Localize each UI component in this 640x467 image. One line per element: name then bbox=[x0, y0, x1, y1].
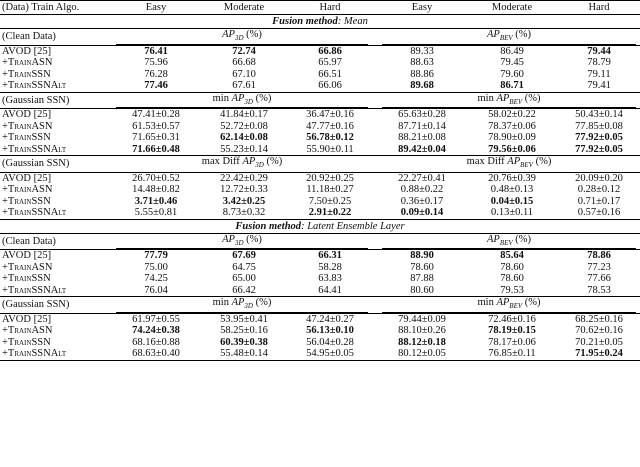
table-row bbox=[0, 250, 640, 262]
table-row bbox=[0, 325, 640, 337]
value-cell: 64.41 bbox=[318, 284, 342, 296]
value-cell: 72.46±0.16 bbox=[466, 313, 558, 325]
row-algo-name: AVOD [25] bbox=[0, 45, 112, 57]
value-cell: 20.09±0.20 bbox=[558, 172, 640, 184]
value-cell: 47.77±0.16 bbox=[306, 120, 354, 132]
metric-left: $\min AP_{3D}$ (%) bbox=[112, 297, 372, 314]
row-algo-name: +TrainSSNAlt bbox=[2, 80, 67, 92]
block-header-row bbox=[0, 29, 640, 46]
value-cell: 67.61 bbox=[232, 80, 256, 92]
value-cell: 0.04±0.15 bbox=[490, 195, 534, 207]
value-cell: 66.31 bbox=[288, 250, 372, 262]
value-cell: 68.25±0.16 bbox=[558, 313, 640, 325]
table-row bbox=[0, 273, 640, 285]
value-cell: 88.86 bbox=[410, 68, 434, 80]
value-cell: 66.42 bbox=[232, 284, 256, 296]
fusion-method-name: Mean bbox=[343, 15, 368, 27]
value-cell: 67.69 bbox=[200, 250, 288, 262]
value-cell: 66.68 bbox=[232, 57, 256, 69]
value-cell: 77.92±0.05 bbox=[575, 132, 623, 144]
value-cell: 55.23±0.14 bbox=[220, 143, 268, 155]
value-cell: 77.92±0.05 bbox=[575, 143, 623, 155]
table-row bbox=[0, 184, 640, 196]
header-col-0: Easy bbox=[112, 1, 200, 15]
row-algo-name: +TrainSSNAlt bbox=[2, 207, 67, 219]
value-cell: 78.79 bbox=[587, 57, 611, 69]
header-col-2: Hard bbox=[288, 1, 372, 15]
metric-right: max Diff $AP_{BEV}$ (%) bbox=[378, 156, 640, 173]
table-row bbox=[0, 132, 640, 144]
value-cell: 79.45 bbox=[500, 57, 524, 69]
row-algo-name: +TrainASN bbox=[2, 184, 53, 196]
row-algo-name: +TrainSSN bbox=[2, 273, 51, 285]
value-cell: 79.56±0.06 bbox=[488, 143, 536, 155]
table-row bbox=[0, 57, 640, 69]
value-cell: 8.73±0.32 bbox=[222, 207, 266, 219]
value-cell: 78.60 bbox=[500, 273, 524, 285]
block-header-row bbox=[0, 156, 640, 173]
block-label: (Gaussian SSN) bbox=[0, 297, 112, 314]
fusion-method-row bbox=[0, 15, 640, 29]
table-row bbox=[0, 80, 640, 92]
value-cell: 14.48±0.82 bbox=[132, 184, 180, 196]
value-cell: 75.96 bbox=[144, 57, 168, 69]
metric-right: $AP_{BEV}$ (%) bbox=[378, 29, 640, 46]
row-algo-name: +TrainASN bbox=[2, 120, 53, 132]
value-cell: 72.74 bbox=[200, 45, 288, 57]
value-cell: 76.28 bbox=[144, 68, 168, 80]
block-label: (Gaussian SSN) bbox=[0, 156, 112, 173]
value-cell: 78.37±0.06 bbox=[488, 120, 536, 132]
value-cell: 68.63±0.40 bbox=[112, 348, 200, 360]
value-cell: 0.88±0.22 bbox=[400, 184, 444, 196]
metric-underline bbox=[382, 107, 636, 108]
block-label: (Clean Data) bbox=[0, 29, 112, 46]
block-header-row bbox=[0, 233, 640, 250]
row-algo-name: +TrainSSNAlt bbox=[2, 284, 67, 296]
metric-underline bbox=[382, 44, 636, 45]
value-cell: 47.41±0.28 bbox=[112, 109, 200, 121]
value-cell: 22.27±0.41 bbox=[378, 172, 466, 184]
value-cell: 76.85±0.11 bbox=[466, 348, 558, 360]
value-cell: 71.65±0.31 bbox=[132, 132, 180, 144]
value-cell: 47.24±0.27 bbox=[288, 313, 372, 325]
table-row bbox=[0, 196, 640, 208]
value-cell: 66.86 bbox=[288, 45, 372, 57]
value-cell: 58.25±0.16 bbox=[220, 325, 268, 337]
value-cell: 76.41 bbox=[112, 45, 200, 57]
value-cell: 77.23 bbox=[587, 261, 611, 273]
value-cell: 87.71±0.14 bbox=[398, 120, 446, 132]
value-cell: 68.16±0.88 bbox=[132, 336, 180, 348]
value-cell: 58.28 bbox=[318, 261, 342, 273]
value-cell: 78.90±0.09 bbox=[488, 132, 536, 144]
fusion-method-label: Fusion method bbox=[235, 220, 302, 232]
value-cell: 62.14±0.08 bbox=[220, 132, 268, 144]
value-cell: 65.63±0.28 bbox=[378, 109, 466, 121]
value-cell: 78.60 bbox=[410, 261, 434, 273]
fusion-method-label: Fusion method bbox=[272, 15, 338, 27]
metric-left: $\min AP_{3D}$ (%) bbox=[112, 92, 372, 109]
header-col-1: Moderate bbox=[200, 1, 288, 15]
value-cell: 2.91±0.22 bbox=[308, 207, 352, 219]
value-cell: 74.25 bbox=[144, 273, 168, 285]
value-cell: 80.12±0.05 bbox=[378, 348, 466, 360]
table-row bbox=[0, 337, 640, 349]
value-cell: 70.62±0.16 bbox=[575, 325, 623, 337]
value-cell: 20.76±0.39 bbox=[466, 172, 558, 184]
metric-right: $\min AP_{BEV}$ (%) bbox=[378, 92, 640, 109]
value-cell: 22.42±0.29 bbox=[200, 172, 288, 184]
metric-underline bbox=[382, 248, 636, 249]
value-cell: 66.51 bbox=[318, 68, 342, 80]
fusion-method-title bbox=[0, 15, 640, 29]
value-cell: 65.00 bbox=[232, 273, 256, 285]
value-cell: 88.90 bbox=[378, 250, 466, 262]
value-cell: 53.95±0.41 bbox=[200, 313, 288, 325]
value-cell: 0.09±0.14 bbox=[400, 207, 444, 219]
fusion-method-title bbox=[0, 219, 640, 233]
row-algo-name: AVOD [25] bbox=[0, 313, 112, 325]
value-cell: 87.88 bbox=[410, 273, 434, 285]
value-cell: 63.83 bbox=[318, 273, 342, 285]
fusion-method-colon: : bbox=[337, 15, 344, 27]
value-cell: 36.47±0.16 bbox=[288, 109, 372, 121]
value-cell: 11.18±0.27 bbox=[306, 184, 354, 196]
table-row bbox=[0, 207, 640, 219]
value-cell: 79.60 bbox=[500, 68, 524, 80]
table-row bbox=[0, 144, 640, 156]
table-row bbox=[0, 285, 640, 297]
value-cell: 56.78±0.12 bbox=[306, 132, 354, 144]
value-cell: 60.39±0.38 bbox=[220, 336, 268, 348]
value-cell: 77.79 bbox=[112, 250, 200, 262]
value-cell: 85.64 bbox=[466, 250, 558, 262]
table-row bbox=[0, 109, 640, 121]
value-cell: 88.10±0.26 bbox=[398, 325, 446, 337]
metric-left: max Diff $AP_{3D}$ (%) bbox=[112, 156, 372, 173]
value-cell: 77.85±0.08 bbox=[575, 120, 623, 132]
value-cell: 78.53 bbox=[587, 284, 611, 296]
block-header-row bbox=[0, 92, 640, 109]
fusion-method-name: Latent Ensemble Layer bbox=[307, 220, 405, 232]
row-algo-name: +TrainSSN bbox=[2, 195, 51, 207]
row-algo-name: +TrainSSN bbox=[2, 68, 51, 80]
table-row bbox=[0, 172, 640, 184]
value-cell: 52.72±0.08 bbox=[220, 120, 268, 132]
value-cell: 61.97±0.55 bbox=[112, 313, 200, 325]
metric-right: $\min AP_{BEV}$ (%) bbox=[378, 297, 640, 314]
value-cell: 86.71 bbox=[500, 80, 524, 92]
value-cell: 61.53±0.57 bbox=[132, 120, 180, 132]
value-cell: 89.33 bbox=[378, 45, 466, 57]
value-cell: 79.41 bbox=[587, 80, 611, 92]
value-cell: 80.60 bbox=[410, 284, 434, 296]
value-cell: 3.71±0.46 bbox=[134, 195, 178, 207]
value-cell: 5.55±0.81 bbox=[134, 207, 178, 219]
fusion-method-colon: : bbox=[301, 220, 308, 232]
value-cell: 66.06 bbox=[318, 80, 342, 92]
value-cell: 55.90±0.11 bbox=[306, 143, 354, 155]
value-cell: 70.21±0.05 bbox=[575, 336, 623, 348]
metric-underline bbox=[116, 248, 368, 249]
fusion-method-row bbox=[0, 219, 640, 233]
value-cell: 55.48±0.14 bbox=[200, 348, 288, 360]
value-cell: 74.24±0.38 bbox=[132, 325, 180, 337]
row-algo-name: +TrainSSN bbox=[2, 336, 51, 348]
metric-underline bbox=[382, 312, 636, 313]
value-cell: 79.53 bbox=[500, 284, 524, 296]
value-cell: 26.70±0.52 bbox=[112, 172, 200, 184]
value-cell: 20.92±0.25 bbox=[288, 172, 372, 184]
value-cell: 0.13±0.11 bbox=[490, 207, 534, 219]
value-cell: 58.02±0.22 bbox=[466, 109, 558, 121]
value-cell: 71.66±0.48 bbox=[132, 143, 180, 155]
value-cell: 3.42±0.25 bbox=[222, 195, 266, 207]
header-col-4: Moderate bbox=[466, 1, 558, 15]
block-header-row bbox=[0, 297, 640, 314]
block-label: (Clean Data) bbox=[0, 233, 112, 250]
row-algo-name: +TrainASN bbox=[2, 325, 53, 337]
value-cell: 86.49 bbox=[466, 45, 558, 57]
value-cell: 89.68 bbox=[410, 80, 434, 92]
value-cell: 56.13±0.10 bbox=[306, 325, 354, 337]
table-row bbox=[0, 69, 640, 81]
table-row bbox=[0, 121, 640, 133]
value-cell: 56.04±0.28 bbox=[306, 336, 354, 348]
metric-left: $AP_{3D}$ (%) bbox=[112, 29, 372, 46]
header-col-3: Easy bbox=[378, 1, 466, 15]
value-cell: 0.36±0.17 bbox=[400, 195, 444, 207]
value-cell: 65.97 bbox=[318, 57, 342, 69]
value-cell: 79.44 bbox=[558, 45, 640, 57]
value-cell: 67.10 bbox=[232, 68, 256, 80]
value-cell: 0.57±0.16 bbox=[577, 207, 621, 219]
value-cell: 77.66 bbox=[587, 273, 611, 285]
row-algo-name: AVOD [25] bbox=[0, 109, 112, 121]
table-row bbox=[0, 348, 640, 360]
metric-right: $AP_{BEV}$ (%) bbox=[378, 233, 640, 250]
metric-underline bbox=[116, 107, 368, 108]
table-row bbox=[0, 262, 640, 274]
table-row bbox=[0, 313, 640, 325]
value-cell: 79.44±0.09 bbox=[378, 313, 466, 325]
value-cell: 0.28±0.12 bbox=[577, 184, 621, 196]
value-cell: 71.95±0.24 bbox=[558, 348, 640, 360]
row-algo-name: +TrainSSNAlt bbox=[2, 143, 67, 155]
table-row bbox=[0, 45, 640, 57]
header-algo: (Data) Train Algo. bbox=[0, 1, 112, 15]
metric-underline bbox=[116, 44, 368, 45]
value-cell: 41.84±0.17 bbox=[200, 109, 288, 121]
value-cell: 12.72±0.33 bbox=[220, 184, 268, 196]
value-cell: 78.60 bbox=[500, 261, 524, 273]
value-cell: 78.17±0.06 bbox=[488, 336, 536, 348]
header-row bbox=[0, 1, 640, 15]
value-cell: 76.04 bbox=[144, 284, 168, 296]
value-cell: 78.19±0.15 bbox=[488, 325, 536, 337]
row-algo-name: +TrainASN bbox=[2, 57, 53, 69]
block-label: (Gaussian SSN) bbox=[0, 92, 112, 109]
value-cell: 75.00 bbox=[144, 261, 168, 273]
row-algo-name: AVOD [25] bbox=[0, 250, 112, 262]
value-cell: 88.12±0.18 bbox=[398, 336, 446, 348]
row-algo-name: +TrainSSN bbox=[2, 132, 51, 144]
row-algo-name: AVOD [25] bbox=[0, 172, 112, 184]
metric-left: $AP_{3D}$ (%) bbox=[112, 233, 372, 250]
value-cell: 78.86 bbox=[558, 250, 640, 262]
row-algo-name: +TrainSSNAlt bbox=[0, 348, 112, 360]
value-cell: 7.50±0.25 bbox=[308, 195, 352, 207]
value-cell: 79.11 bbox=[587, 68, 611, 80]
value-cell: 88.21±0.08 bbox=[398, 132, 446, 144]
value-cell: 0.48±0.13 bbox=[490, 184, 534, 196]
header-col-5: Hard bbox=[558, 1, 640, 15]
value-cell: 54.95±0.05 bbox=[288, 348, 372, 360]
value-cell: 0.71±0.17 bbox=[577, 195, 621, 207]
value-cell: 89.42±0.04 bbox=[398, 143, 446, 155]
value-cell: 77.46 bbox=[144, 80, 168, 92]
value-cell: 50.43±0.14 bbox=[558, 109, 640, 121]
metric-underline bbox=[116, 312, 368, 313]
row-algo-name: +TrainASN bbox=[2, 261, 53, 273]
value-cell: 88.63 bbox=[410, 57, 434, 69]
value-cell: 64.75 bbox=[232, 261, 256, 273]
